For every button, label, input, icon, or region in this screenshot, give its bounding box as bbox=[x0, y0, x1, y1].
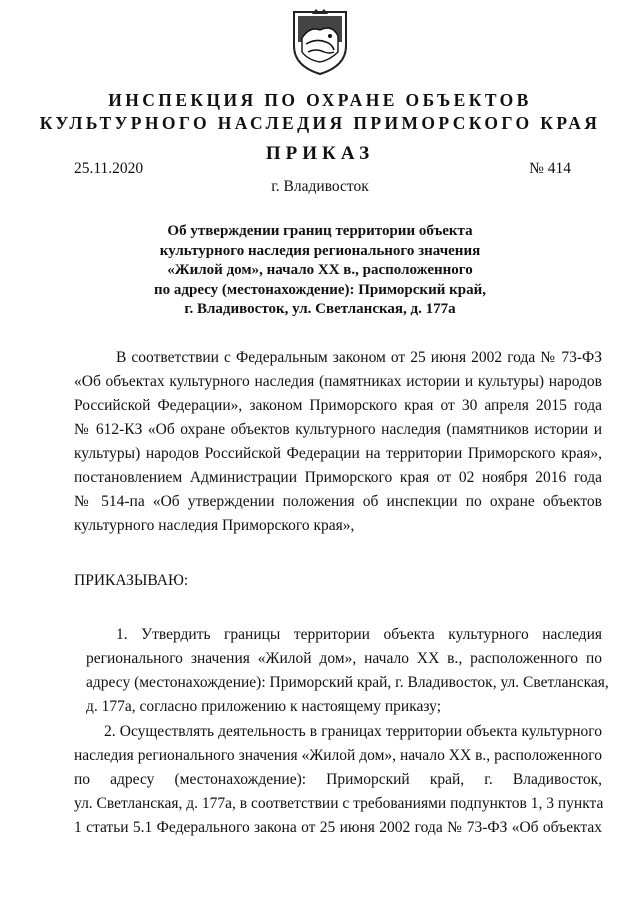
paragraph-line: Российской Федерации», законом Приморского края от 30 апреля 2015 года bbox=[74, 397, 602, 414]
item-2-paragraph bbox=[74, 720, 602, 840]
paragraph-line: по адресу (местонахождение): Приморский край, г. Владивосток, bbox=[74, 771, 602, 788]
document-date: 25.11.2020 bbox=[74, 160, 144, 177]
document-title bbox=[140, 222, 500, 320]
title-line: г. Владивосток, ул. Светланская, д. 177а bbox=[184, 301, 456, 317]
paragraph-line: 1. Утвердить границы территории объекта культурного наследия bbox=[116, 626, 602, 643]
paragraph-line: «Об объектах культурного наследия (памятниках истории и культуры) народов bbox=[74, 373, 602, 390]
document-type: ПРИКАЗ bbox=[265, 143, 375, 164]
decree-word: ПРИКАЗЫВАЮ: bbox=[74, 572, 189, 589]
organization-name-line1: ИНСПЕКЦИЯ ПО ОХРАНЕ ОБЪЕКТОВ bbox=[108, 90, 532, 110]
document-number: № 414 bbox=[529, 160, 571, 177]
paragraph-line: регионального значения «Жилой дом», начало XX в., расположенного по bbox=[86, 650, 602, 667]
paragraph-line: ул. Светланская, д. 177а, в соответствии с требованиями подпунктов 1, 3 пункта bbox=[74, 795, 604, 812]
paragraph-line: постановлением Администрации Приморского края от 02 ноября 2016 года bbox=[74, 469, 602, 486]
title-line: по адресу (местонахождение): Приморский край, bbox=[154, 281, 486, 298]
title-line: Об утверждении границ территории объекта bbox=[167, 223, 473, 239]
paragraph-line: культурного наследия Приморского края», bbox=[74, 517, 355, 534]
paragraph-line: д. 177а, согласно приложению к настоящему приказу; bbox=[86, 698, 442, 715]
paragraph-line: культуры) народов Российской Федерации на территории Приморского края», bbox=[74, 445, 602, 462]
title-line: культурного наследия регионального значения bbox=[159, 242, 481, 259]
organization-name-line2: КУЛЬТУРНОГО НАСЛЕДИЯ ПРИМОРСКОГО КРАЯ bbox=[39, 113, 601, 133]
paragraph-line: В соответствии с Федеральным законом от 25 июня 2002 года № 73-ФЗ bbox=[116, 349, 602, 366]
paragraph-line: № 612-КЗ «Об охране объектов культурного наследия (памятников истории и bbox=[74, 421, 602, 438]
paragraph-line: 2. Осуществлять деятельность в границах территории объекта культурного bbox=[104, 723, 602, 740]
paragraph-line: наследия регионального значения «Жилой дом», начало XX в., расположенного bbox=[74, 747, 602, 764]
document-city: г. Владивосток bbox=[271, 178, 369, 195]
paragraph-line: 1 статьи 5.1 Федерального закона от 25 июня 2002 года № 73-ФЗ «Об объектах bbox=[74, 819, 602, 836]
preamble-paragraph bbox=[74, 346, 602, 538]
item-1-paragraph bbox=[86, 623, 609, 719]
paragraph-line: адресу (местонахождение): Приморский край, г. Владивосток, ул. Светланская, bbox=[86, 674, 609, 691]
title-line: «Жилой дом», начало XX в., расположенного bbox=[167, 262, 473, 278]
paragraph-line: № 514-па «Об утверждении положения об инспекции по охране объектов bbox=[74, 493, 602, 510]
coat-of-arms-icon bbox=[286, 8, 354, 76]
